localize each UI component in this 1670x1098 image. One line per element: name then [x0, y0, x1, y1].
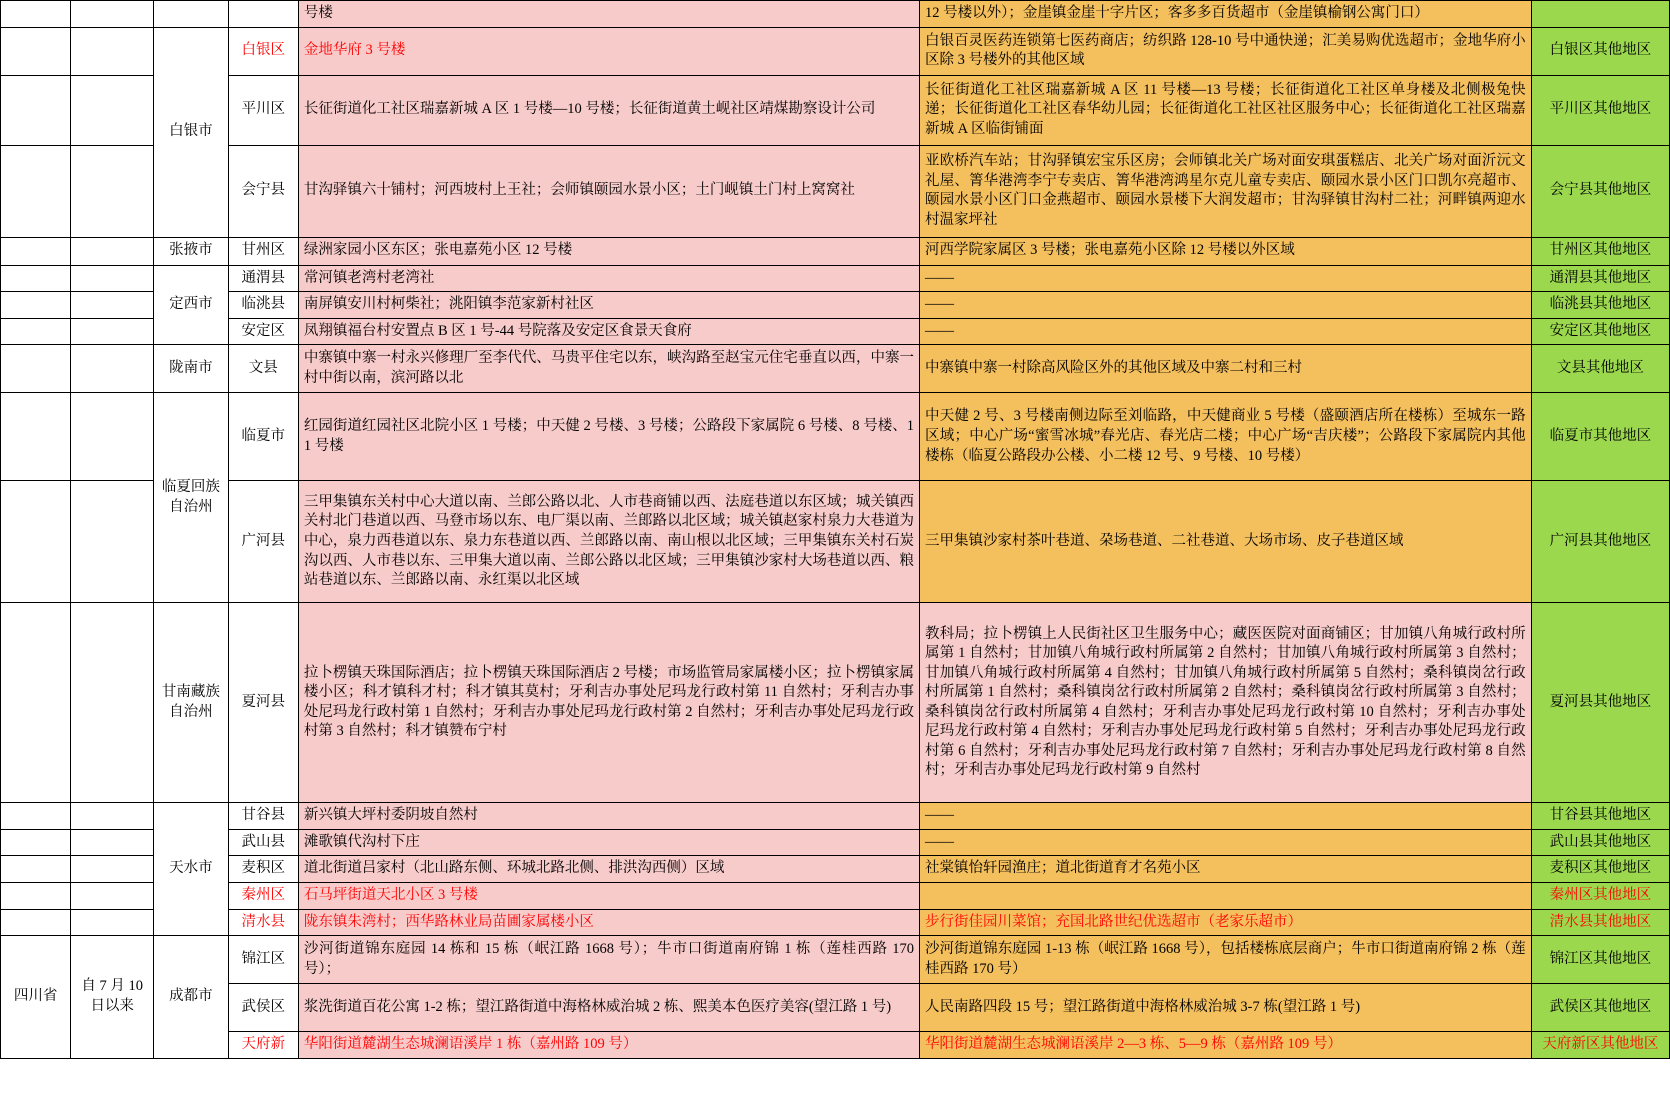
cell-high-risk: 金地华府 3 号楼: [298, 27, 919, 75]
cell-city-dingxi: 定西市: [154, 265, 228, 345]
cell-low-risk: 白银区其他地区: [1531, 27, 1669, 75]
cell-low-risk: 平川区其他地区: [1531, 75, 1669, 145]
cell-mid-risk: ——: [920, 318, 1532, 345]
cell-city: [154, 1, 228, 28]
cell-high-risk: 红园街道红园社区北院小区 1 号楼；中天健 2 号楼、3 号楼；公路段下家属院 6 号楼、8 号楼、11 号楼: [298, 393, 919, 481]
cell-low-risk: 武山县其他地区: [1531, 829, 1669, 856]
table-row: [1, 75, 1670, 145]
cell-county: 甘谷县: [228, 803, 298, 830]
cell-mid-risk: ——: [920, 265, 1532, 292]
cell-province: [1, 265, 71, 292]
cell-county: 武侯区: [228, 984, 298, 1032]
cell-city-baiyin: 白银市: [154, 27, 228, 237]
cell-low-risk: 秦州区其他地区: [1531, 882, 1669, 909]
cell-since: [71, 292, 154, 319]
table-row: [1, 345, 1670, 393]
cell-mid-risk: 白银百灵医药连锁第七医药商店；纺织路 128-10 号中通快递；汇美易购优选超市；金地华府小区除 3 号楼外的其他区域: [920, 27, 1532, 75]
cell-since: [71, 27, 154, 75]
cell-mid-risk: ——: [920, 803, 1532, 830]
cell-county: 安定区: [228, 318, 298, 345]
cell-mid-risk: 人民南路四段 15 号；望江路街道中海格林威治城 3-7 栋(望江路 1 号): [920, 984, 1532, 1032]
cell-low-risk: [1531, 1, 1669, 28]
cell-low-risk: 通渭县其他地区: [1531, 265, 1669, 292]
table-row: [1, 803, 1670, 830]
table-row: [1, 984, 1670, 1032]
table-row: [1, 1, 1670, 28]
table-row: [1, 882, 1670, 909]
cell-county: 麦积区: [228, 856, 298, 883]
cell-low-risk: 安定区其他地区: [1531, 318, 1669, 345]
cell-mid-risk: [920, 882, 1532, 909]
cell-county: 锦江区: [228, 936, 298, 984]
cell-low-risk: 临洮县其他地区: [1531, 292, 1669, 319]
cell-province: [1, 75, 71, 145]
table-row: [1, 145, 1670, 237]
table-row: [1, 936, 1670, 984]
cell-mid-risk: 12 号楼以外）；金崖镇金崖十字片区；客多多百货超市（金崖镇榆钢公寓门口）: [920, 1, 1532, 28]
table-row: [1, 829, 1670, 856]
cell-county: 秦州区: [228, 882, 298, 909]
cell-high-risk: 南屏镇安川村柯柴社；洮阳镇李范家新村社区: [298, 292, 919, 319]
cell-city-linxia: 临夏回族自治州: [154, 393, 228, 603]
cell-high-risk: 拉卜楞镇天珠国际酒店；拉卜楞镇天珠国际酒店 2 号楼；市场监管局家属楼小区；拉卜楞镇家属楼小区；科才镇科才村；科才镇其莫村；牙利吉办事处尼玛龙行政村第 11 自然村；牙利吉办事处尼玛龙行政村第 1 自然村；牙利吉办事处尼玛龙行政村第 2 自然村；牙利吉办事处尼玛龙行政村第 3 自然村；科才镇赞布宁村: [298, 603, 919, 803]
cell-province: [1, 803, 71, 830]
cell-mid-risk: ——: [920, 829, 1532, 856]
cell-high-risk: 浆洗街道百花公寓 1-2 栋；望江路街道中海格林威治城 2 栋、熙美本色医疗美容(望江路 1 号): [298, 984, 919, 1032]
cell-since: [71, 237, 154, 265]
cell-province: [1, 145, 71, 237]
cell-province: [1, 345, 71, 393]
table-row: [1, 27, 1670, 75]
table-row: [1, 856, 1670, 883]
cell-high-risk: 凤翔镇福台村安置点 B 区 1 号-44 号院落及安定区食景天食府: [298, 318, 919, 345]
table-row: [1, 318, 1670, 345]
cell-since: [71, 481, 154, 603]
cell-low-risk: 文县其他地区: [1531, 345, 1669, 393]
cell-since: [71, 829, 154, 856]
cell-county: 甘州区: [228, 237, 298, 265]
cell-since: [71, 318, 154, 345]
cell-high-risk: 常河镇老湾村老湾社: [298, 265, 919, 292]
cell-province: [1, 909, 71, 936]
cell-high-risk: 三甲集镇东关村中心大道以南、兰郎公路以北、人市巷商铺以西、法庭巷道以东区域；城关镇西关村北门巷道以西、马登市场以东、电厂渠以南、兰郎路以北区域；城关镇赵家村泉力大巷道为中心，泉力西巷道以东、泉力东巷道以西、兰郎路以南、南山根以北区域；三甲集镇东关村石炭沟以西、人市巷以东、三甲集大道以南、兰郎公路以北区域；三甲集镇沙家村大场巷道以西、粮站巷道以东、兰郎路以南、永红渠以北区域: [298, 481, 919, 603]
cell-province: [1, 237, 71, 265]
cell-county: 通渭县: [228, 265, 298, 292]
cell-province-sichuan: 四川省: [1, 936, 71, 1059]
cell-province: [1, 393, 71, 481]
cell-since: [71, 75, 154, 145]
cell-mid-risk: 河西学院家属区 3 号楼；张电嘉苑小区除 12 号楼以外区域: [920, 237, 1532, 265]
cell-mid-risk: 三甲集镇沙家村茶叶巷道、朶场巷道、二社巷道、大场市场、皮子巷道区域: [920, 481, 1532, 603]
table-row: [1, 1032, 1670, 1059]
cell-high-risk: 石马坪街道天北小区 3 号楼: [298, 882, 919, 909]
cell-high-risk: 甘沟驿镇六十铺村；河西坡村上王社；会师镇颐园水景小区；土门岘镇土门村上窝窝社: [298, 145, 919, 237]
cell-county: [228, 1, 298, 28]
cell-since: [71, 145, 154, 237]
cell-city-longnan: 陇南市: [154, 345, 228, 393]
cell-province: [1, 856, 71, 883]
cell-county: 会宁县: [228, 145, 298, 237]
cell-low-risk: 夏河县其他地区: [1531, 603, 1669, 803]
cell-city-gannan: 甘南藏族自治州: [154, 603, 228, 803]
cell-high-risk: 华阳街道麓湖生态城澜语溪岸 1 栋（嘉州路 109 号）: [298, 1032, 919, 1059]
cell-city-chengdu: 成都市: [154, 936, 228, 1059]
cell-mid-risk: 沙河街道锦东庭园 1-13 栋（岷江路 1668 号），包括楼栋底层商户；牛市口街道南府锦 2 栋（莲桂西路 170 号）: [920, 936, 1532, 984]
cell-low-risk: 锦江区其他地区: [1531, 936, 1669, 984]
cell-low-risk: 甘谷县其他地区: [1531, 803, 1669, 830]
cell-since: [71, 882, 154, 909]
cell-county: 广河县: [228, 481, 298, 603]
cell-since: [71, 345, 154, 393]
cell-since: [71, 603, 154, 803]
cell-province: [1, 318, 71, 345]
cell-since: [71, 393, 154, 481]
cell-high-risk: 沙河街道锦东庭园 14 栋和 15 栋（岷江路 1668 号）；牛市口街道南府锦 1 栋（莲桂西路 170 号）；: [298, 936, 919, 984]
cell-county: 白银区: [228, 27, 298, 75]
cell-province: [1, 882, 71, 909]
cell-since: [71, 803, 154, 830]
cell-county: 武山县: [228, 829, 298, 856]
cell-county: 文县: [228, 345, 298, 393]
cell-high-risk: 长征街道化工社区瑞嘉新城 A 区 1 号楼—10 号楼；长征街道黄土岘社区靖煤勘察设计公司: [298, 75, 919, 145]
cell-mid-risk: 华阳街道麓湖生态城澜语溪岸 2—3 栋、5—9 栋（嘉州路 109 号）: [920, 1032, 1532, 1059]
cell-high-risk: 道北街道吕家村（北山路东侧、环城北路北侧、排洪沟西侧）区域: [298, 856, 919, 883]
cell-province: [1, 292, 71, 319]
cell-city-zhangye: 张掖市: [154, 237, 228, 265]
cell-low-risk: 天府新区其他地区: [1531, 1032, 1669, 1059]
table-row: [1, 481, 1670, 603]
cell-high-risk: 陇东镇朱湾村；西华路林业局苗圃家属楼小区: [298, 909, 919, 936]
cell-low-risk: 清水县其他地区: [1531, 909, 1669, 936]
cell-since: [71, 909, 154, 936]
cell-low-risk: 甘州区其他地区: [1531, 237, 1669, 265]
cell-mid-risk: 中寨镇中寨一村除高风险区外的其他区域及中寨二村和三村: [920, 345, 1532, 393]
cell-high-risk: 号楼: [298, 1, 919, 28]
table-row: [1, 237, 1670, 265]
table-row: [1, 909, 1670, 936]
cell-since: [71, 856, 154, 883]
cell-mid-risk: 教科局；拉卜楞镇上人民街社区卫生服务中心；藏医医院对面商铺区；甘加镇八角城行政村所属第 1 自然村；甘加镇八角城行政村所属第 2 自然村；甘加镇八角城行政村所属第 3 自然村；甘加镇八角城行政村所属第 4 自然村；甘加镇八角城行政村所属第 5 自然村；桑科镇岗岔行政村所属第 1 自然村；桑科镇岗岔行政村所属第 2 自然村；桑科镇岗岔行政村所属第 3 自然村；桑科镇岗岔行政村所属第 4 自然村；牙利吉办事处尼玛龙行政村第 10 自然村；牙利吉办事处尼玛龙行政村第 4 自然村；牙利吉办事处尼玛龙行政村第 5 自然村；牙利吉办事处尼玛龙行政村第 6 自然村；牙利吉办事处尼玛龙行政村第 7 自然村；牙利吉办事处尼玛龙行政村第 8 自然村；牙利吉办事处尼玛龙行政村第 9 自然村: [920, 603, 1532, 803]
cell-mid-risk: 中天健 2 号、3 号楼南侧边际至刘临路，中天健商业 5 号楼（盛颐酒店所在楼栋）至城东一路区域；中心广场“蜜雪冰城”春光店、春光店二楼；中心广场“吉庆楼”；公路段下家属院内其他楼栋（临夏公路段办公楼、小二楼 12 号、9 号楼、10 号楼）: [920, 393, 1532, 481]
cell-low-risk: 武侯区其他地区: [1531, 984, 1669, 1032]
table-row: [1, 603, 1670, 803]
cell-since-sichuan: 自 7 月 10 日以来: [71, 936, 154, 1059]
cell-mid-risk: 长征街道化工社区瑞嘉新城 A 区 11 号楼—13 号楼；长征街道化工社区单身楼及北侧极兔快递；长征街道化工社区春华幼儿园；长征街道化工社区社区服务中心；长征街道化工社区瑞嘉新城 A 区临街铺面: [920, 75, 1532, 145]
cell-since: [71, 1, 154, 28]
cell-province: [1, 1, 71, 28]
cell-high-risk: 绿洲家园小区东区；张电嘉苑小区 12 号楼: [298, 237, 919, 265]
cell-mid-risk: 社棠镇怡轩园渔庄；道北街道育才名苑小区: [920, 856, 1532, 883]
cell-high-risk: 滩歌镇代沟村下庄: [298, 829, 919, 856]
table-row: [1, 393, 1670, 481]
cell-low-risk: 临夏市其他地区: [1531, 393, 1669, 481]
cell-since: [71, 265, 154, 292]
cell-county: 临洮县: [228, 292, 298, 319]
cell-county: 天府新: [228, 1032, 298, 1059]
cell-low-risk: 麦积区其他地区: [1531, 856, 1669, 883]
cell-province: [1, 27, 71, 75]
cell-province: [1, 603, 71, 803]
cell-mid-risk: 亚欧桥汽车站；甘沟驿镇宏宝乐区房；会师镇北关广场对面安琪蛋糕店、北关广场对面沂沅文礼屋、箐华港湾李宁专卖店、箐华港湾鸿星尔克儿童专卖店、颐园水景小区门口凯尔亮超市、颐园水景小区门口金燕超市、颐园水景楼下大润发超市；甘沟驿镇甘沟村二社；河畔镇两迎水村温家坪社: [920, 145, 1532, 237]
cell-high-risk: 新兴镇大坪村委阴坡自然村: [298, 803, 919, 830]
cell-high-risk: 中寨镇中寨一村永兴修理厂至李代代、马贵平住宅以东，峡沟路至赵宝元住宅垂直以西，中寨一村中街以南，滨河路以北: [298, 345, 919, 393]
table-row: [1, 265, 1670, 292]
cell-county: 清水县: [228, 909, 298, 936]
cell-county: 平川区: [228, 75, 298, 145]
cell-province: [1, 481, 71, 603]
cell-low-risk: 会宁县其他地区: [1531, 145, 1669, 237]
table-row: [1, 292, 1670, 319]
cell-mid-risk: 步行街佳园川菜馆；充国北路世纪优选超市（老家乐超市）: [920, 909, 1532, 936]
cell-county: 临夏市: [228, 393, 298, 481]
cell-low-risk: 广河县其他地区: [1531, 481, 1669, 603]
cell-mid-risk: ——: [920, 292, 1532, 319]
cell-county: 夏河县: [228, 603, 298, 803]
cell-city-tianshui: 天水市: [154, 803, 228, 936]
cell-province: [1, 829, 71, 856]
